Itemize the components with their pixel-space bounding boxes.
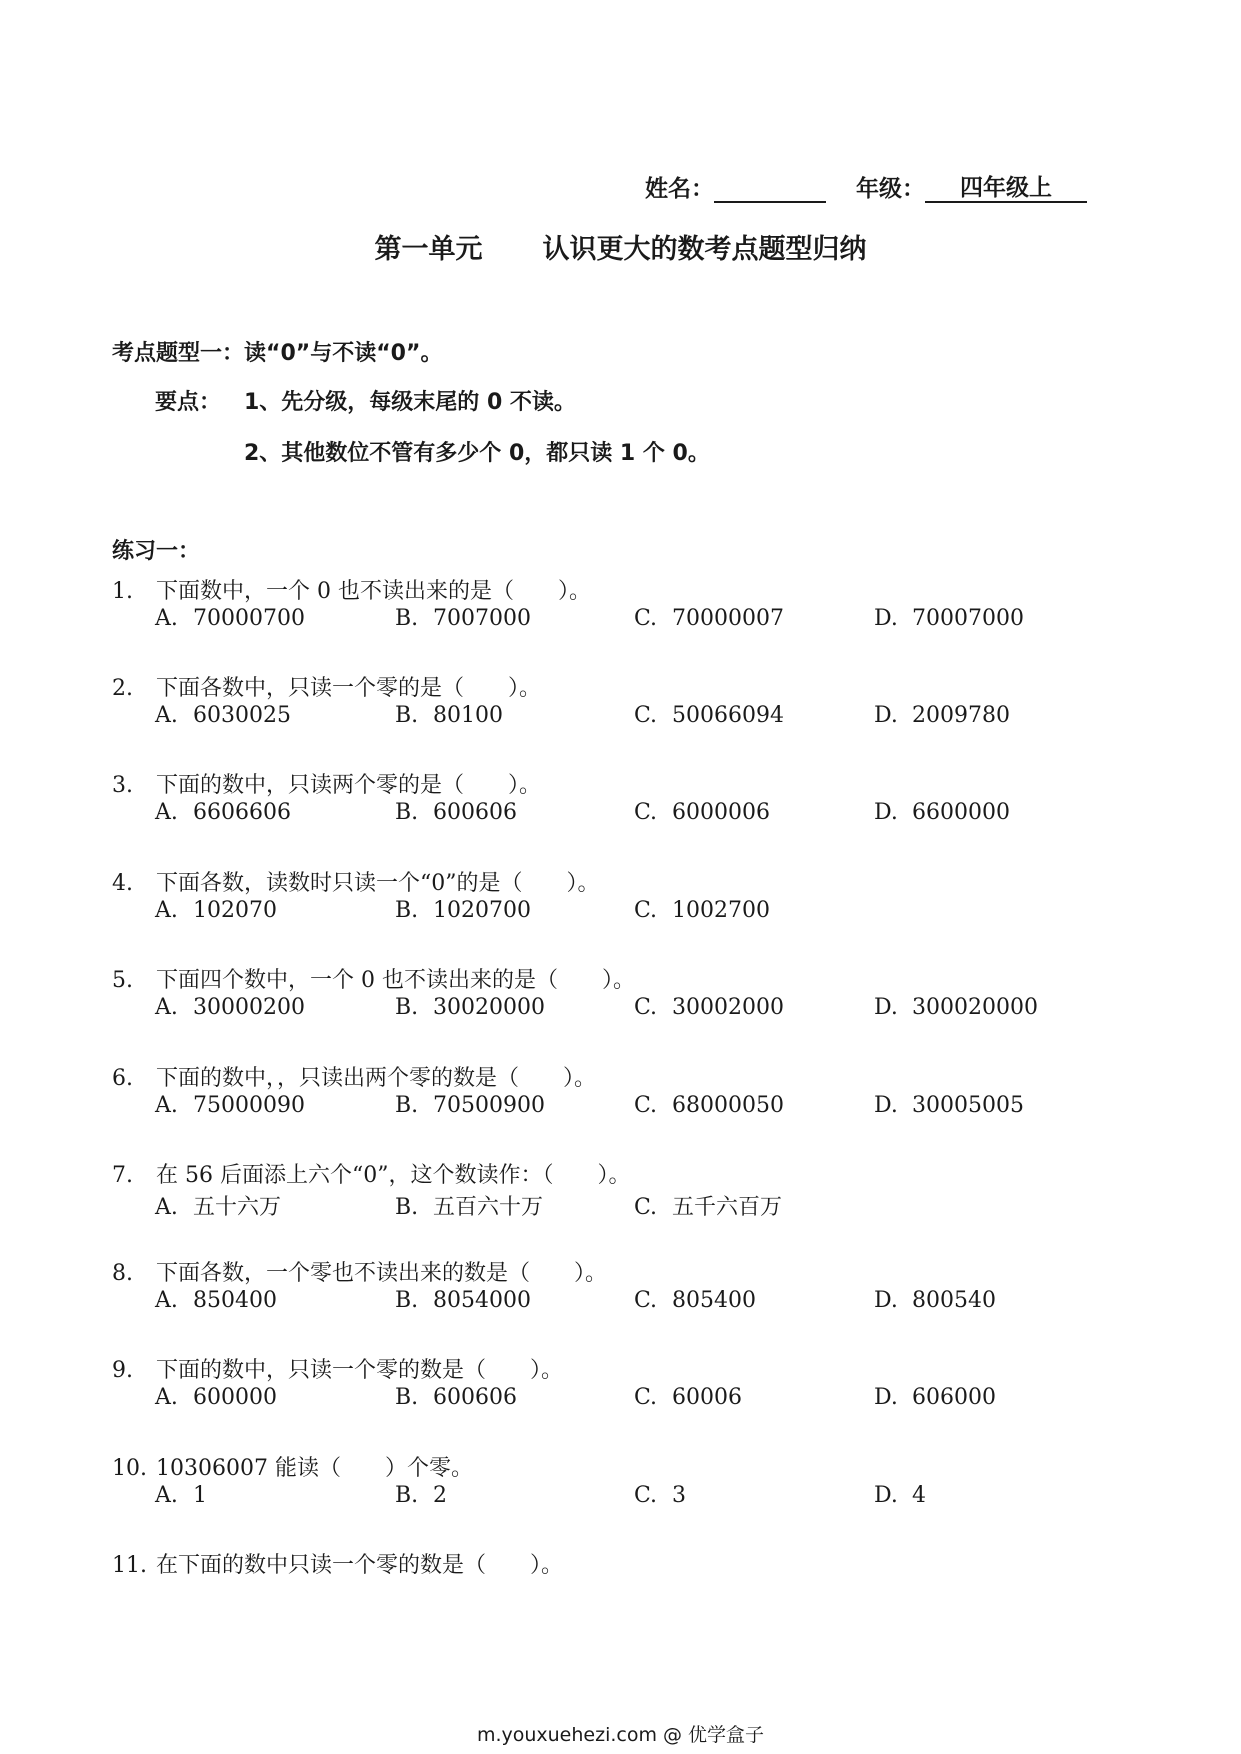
option-text: 2009780 xyxy=(912,703,1010,728)
option-letter: C. xyxy=(634,1195,658,1220)
option-letter: D. xyxy=(874,1483,898,1508)
option-b[interactable] xyxy=(395,606,531,631)
option-c[interactable] xyxy=(634,1385,742,1410)
question-stem: 在下面的数中只读一个零的数是（ ）。 xyxy=(156,1553,564,1578)
option-text: 五千六百万 xyxy=(672,1195,783,1220)
option-text: 600606 xyxy=(433,1385,517,1410)
question-stem: 10306007 能读（ ）个零。 xyxy=(156,1456,473,1481)
question-stem: 下面的数中，只读一个零的数是（ ）。 xyxy=(156,1358,564,1383)
option-letter: B. xyxy=(395,703,419,728)
option-text: 850400 xyxy=(193,1288,277,1313)
option-text: 50066094 xyxy=(672,703,784,728)
option-a[interactable] xyxy=(155,703,291,728)
question-4 xyxy=(112,866,600,897)
student-info-line xyxy=(645,170,1087,203)
option-text: 2 xyxy=(433,1483,447,1508)
option-text: 1020700 xyxy=(433,898,531,923)
option-d[interactable] xyxy=(874,995,1038,1020)
option-b[interactable] xyxy=(395,1483,447,1508)
option-letter: A. xyxy=(155,1385,178,1410)
question-8 xyxy=(112,1256,607,1287)
option-letter: A. xyxy=(155,1288,178,1313)
option-text: 30020000 xyxy=(433,995,545,1020)
option-c[interactable] xyxy=(634,1483,686,1508)
option-letter: A. xyxy=(155,606,178,631)
option-a[interactable] xyxy=(155,800,291,825)
option-b[interactable] xyxy=(395,1190,543,1221)
option-a[interactable] xyxy=(155,1483,207,1508)
option-letter: B. xyxy=(395,800,419,825)
option-c[interactable] xyxy=(634,995,784,1020)
option-d[interactable] xyxy=(874,703,1010,728)
option-letter: B. xyxy=(395,1093,419,1118)
option-text: 60006 xyxy=(672,1385,742,1410)
option-text: 6600000 xyxy=(912,800,1010,825)
option-letter: A. xyxy=(155,1483,178,1508)
option-text: 1 xyxy=(193,1483,207,1508)
question-3 xyxy=(112,768,541,799)
option-b[interactable] xyxy=(395,995,545,1020)
option-c[interactable] xyxy=(634,606,784,631)
option-c[interactable] xyxy=(634,800,770,825)
question-stem: 下面的数中，，只读出两个零的数是（ ）。 xyxy=(156,1066,597,1091)
name-blank[interactable] xyxy=(714,201,826,203)
question-number: 3. xyxy=(112,773,133,798)
key-point-1: 1、先分级，每级末尾的 0 不读。 xyxy=(244,390,576,415)
option-b[interactable] xyxy=(395,800,517,825)
option-letter: A. xyxy=(155,898,178,923)
option-text: 1002700 xyxy=(672,898,770,923)
option-text: 7007000 xyxy=(433,606,531,631)
option-b[interactable] xyxy=(395,1288,531,1313)
question-stem: 下面各数中，只读一个零的是（ ）。 xyxy=(156,676,542,701)
option-letter: C. xyxy=(634,1093,658,1118)
option-text: 6030025 xyxy=(193,703,291,728)
option-text: 102070 xyxy=(193,898,277,923)
option-text: 805400 xyxy=(672,1288,756,1313)
key-point-2: 2、其他数位不管有多少个 0，都只读 1 个 0。 xyxy=(244,441,710,466)
option-text: 600000 xyxy=(193,1385,277,1410)
option-b[interactable] xyxy=(395,703,503,728)
question-number: 1. xyxy=(112,579,133,604)
option-letter: C. xyxy=(634,800,658,825)
option-a[interactable] xyxy=(155,1385,277,1410)
name-label: 姓名： xyxy=(645,176,714,202)
option-d[interactable] xyxy=(874,1288,996,1313)
exercise-label: 练习一： xyxy=(112,539,201,564)
option-letter: D. xyxy=(874,800,898,825)
unit-topic: 认识更大的数考点题型归纳 xyxy=(542,234,867,265)
option-b[interactable] xyxy=(395,898,531,923)
footer-watermark: m.youxuehezi.com @ 优学盒子 xyxy=(476,1724,765,1746)
option-letter: D. xyxy=(874,1385,898,1410)
option-letter: C. xyxy=(634,1385,658,1410)
option-text: 300020000 xyxy=(912,995,1038,1020)
option-text: 30005005 xyxy=(912,1093,1024,1118)
option-text: 80100 xyxy=(433,703,503,728)
option-text: 70000007 xyxy=(672,606,784,631)
question-number: 10. xyxy=(112,1456,147,1481)
option-a[interactable] xyxy=(155,606,305,631)
option-c[interactable] xyxy=(634,898,770,923)
option-text: 五十六万 xyxy=(193,1195,282,1220)
option-text: 8054000 xyxy=(433,1288,531,1313)
question-9 xyxy=(112,1353,563,1384)
option-letter: B. xyxy=(395,898,419,923)
question-number: 4. xyxy=(112,871,133,896)
question-stem: 下面四个数中，一个 0 也不读出来的是（ ）。 xyxy=(156,968,635,993)
option-letter: C. xyxy=(634,703,658,728)
question-stem: 下面各数，读数时只读一个“0”的是（ ）。 xyxy=(156,871,600,896)
question-10 xyxy=(112,1451,473,1482)
option-d[interactable] xyxy=(874,800,1010,825)
option-text: 600606 xyxy=(433,800,517,825)
option-letter: B. xyxy=(395,1288,419,1313)
option-c[interactable] xyxy=(634,1288,756,1313)
option-c[interactable] xyxy=(634,703,784,728)
option-text: 6606606 xyxy=(193,800,291,825)
option-text: 70000700 xyxy=(193,606,305,631)
option-letter: B. xyxy=(395,995,419,1020)
option-d[interactable] xyxy=(874,1093,1024,1118)
option-letter: B. xyxy=(395,606,419,631)
option-letter: A. xyxy=(155,703,178,728)
option-text: 68000050 xyxy=(672,1093,784,1118)
option-letter: B. xyxy=(395,1483,419,1508)
option-d[interactable] xyxy=(874,1385,996,1410)
question-number: 9. xyxy=(112,1358,133,1383)
option-a[interactable] xyxy=(155,995,305,1020)
option-text: 30000200 xyxy=(193,995,305,1020)
page-title xyxy=(0,227,1241,266)
option-text: 70007000 xyxy=(912,606,1024,631)
option-text: 800540 xyxy=(912,1288,996,1313)
option-letter: D. xyxy=(874,703,898,728)
question-stem: 下面数中，一个 0 也不读出来的是（ ）。 xyxy=(156,579,591,604)
option-letter: C. xyxy=(634,898,658,923)
option-c[interactable] xyxy=(634,1190,782,1221)
grade-value: 四年级上 xyxy=(925,175,1087,203)
option-a[interactable] xyxy=(155,1190,281,1221)
option-text: 五百六十万 xyxy=(433,1195,544,1220)
option-d[interactable] xyxy=(874,606,1024,631)
key-points-label: 要点： xyxy=(155,390,222,415)
option-letter: D. xyxy=(874,606,898,631)
option-text: 3 xyxy=(672,1483,686,1508)
question-7 xyxy=(112,1158,630,1189)
question-5 xyxy=(112,963,635,994)
option-text: 606000 xyxy=(912,1385,996,1410)
question-stem: 在 56 后面添上六个“0”，这个数读作：（ ）。 xyxy=(156,1163,631,1188)
question-number: 6. xyxy=(112,1066,133,1091)
question-2 xyxy=(112,671,541,702)
option-letter: B. xyxy=(395,1385,419,1410)
section-heading: 考点题型一：读“0”与不读“0”。 xyxy=(112,341,443,366)
option-letter: A. xyxy=(155,1195,178,1220)
option-letter: A. xyxy=(155,1093,178,1118)
question-stem: 下面各数，一个零也不读出来的数是（ ）。 xyxy=(156,1261,608,1286)
option-a[interactable] xyxy=(155,898,277,923)
question-number: 7. xyxy=(112,1163,133,1188)
question-6 xyxy=(112,1061,596,1092)
option-letter: D. xyxy=(874,1288,898,1313)
option-c[interactable] xyxy=(634,1093,784,1118)
option-letter: A. xyxy=(155,800,178,825)
option-letter: D. xyxy=(874,995,898,1020)
option-letter: C. xyxy=(634,1288,658,1313)
question-number: 2. xyxy=(112,676,133,701)
option-letter: D. xyxy=(874,1093,898,1118)
option-b[interactable] xyxy=(395,1385,517,1410)
option-d[interactable] xyxy=(874,1483,926,1508)
option-a[interactable] xyxy=(155,1288,277,1313)
question-number: 8. xyxy=(112,1261,133,1286)
option-text: 6000006 xyxy=(672,800,770,825)
option-text: 4 xyxy=(912,1483,926,1508)
question-11 xyxy=(112,1548,563,1579)
option-text: 30002000 xyxy=(672,995,784,1020)
unit-label: 第一单元 xyxy=(374,234,483,265)
question-number: 11. xyxy=(112,1553,147,1578)
question-1 xyxy=(112,574,591,605)
option-letter: C. xyxy=(634,1483,658,1508)
option-b[interactable] xyxy=(395,1093,545,1118)
question-stem: 下面的数中，只读两个零的是（ ）。 xyxy=(156,773,542,798)
option-text: 75000090 xyxy=(193,1093,305,1118)
question-number: 5. xyxy=(112,968,133,993)
option-letter: B. xyxy=(395,1195,419,1220)
option-text: 70500900 xyxy=(433,1093,545,1118)
option-letter: C. xyxy=(634,995,658,1020)
option-a[interactable] xyxy=(155,1093,305,1118)
grade-label: 年级： xyxy=(856,176,926,202)
option-letter: A. xyxy=(155,995,178,1020)
option-letter: C. xyxy=(634,606,658,631)
